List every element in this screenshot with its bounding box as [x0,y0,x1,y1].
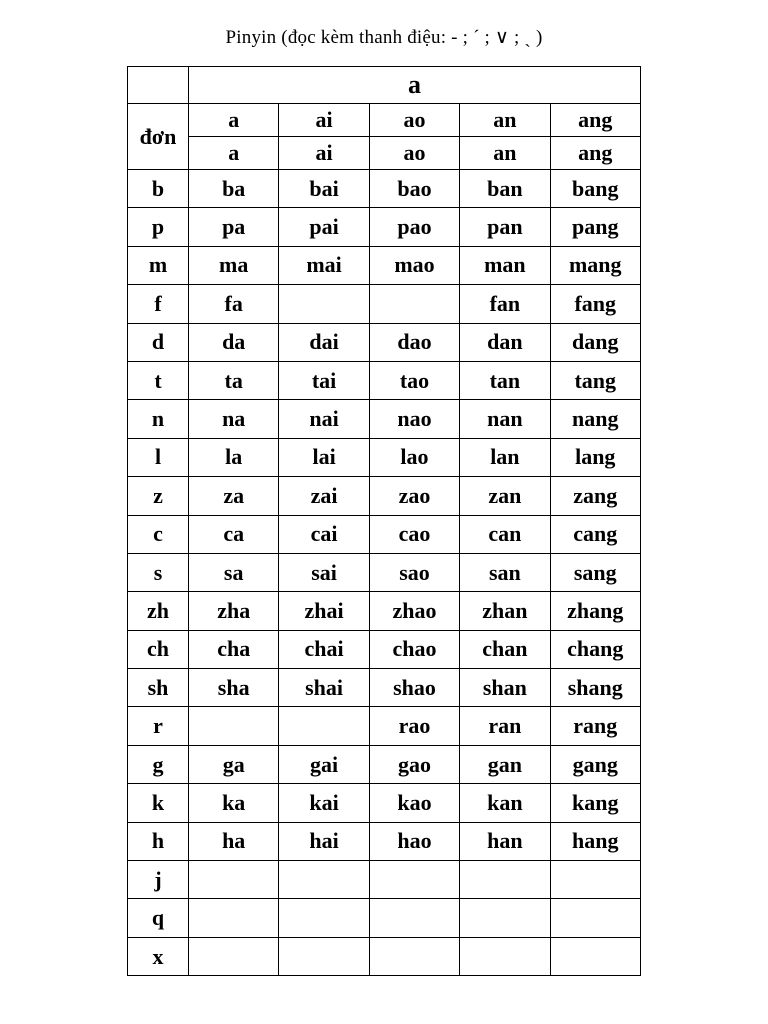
syllable-cell: tai [279,361,369,399]
initial-cell: c [128,515,189,553]
table-row [128,553,641,591]
syllable-cell: mai [279,246,369,284]
initial-cell: q [128,899,189,937]
initial-cell: j [128,861,189,899]
syllable-cell [279,899,369,937]
syllable-cell: zhan [460,592,550,630]
final-single-cell: a [189,137,279,170]
syllable-cell: sai [279,553,369,591]
syllable-cell: kao [369,784,459,822]
syllable-cell: kai [279,784,369,822]
pinyin-table [127,66,641,976]
syllable-cell: lao [369,438,459,476]
table-row [128,592,641,630]
syllable-cell: la [189,438,279,476]
table-row [128,745,641,783]
initial-cell: g [128,745,189,783]
syllable-cell: fan [460,285,550,323]
syllable-cell: lang [550,438,640,476]
syllable-cell: can [460,515,550,553]
syllable-cell: kan [460,784,550,822]
syllable-cell: san [460,553,550,591]
table-row [128,246,641,284]
syllable-cell: fang [550,285,640,323]
final-group-header: a [189,67,641,104]
syllable-cell [279,707,369,745]
syllable-cell: fa [189,285,279,323]
table-row [128,822,641,860]
initial-cell: t [128,361,189,399]
syllable-cell: shang [550,669,640,707]
initial-cell: z [128,477,189,515]
initial-cell: n [128,400,189,438]
syllable-cell: tao [369,361,459,399]
syllable-cell [369,285,459,323]
table-row [128,937,641,975]
final-single-cell: ang [550,137,640,170]
table-row [128,170,641,208]
initial-cell: k [128,784,189,822]
final-header-cell: ang [550,104,640,137]
syllable-cell [460,937,550,975]
table-row [128,669,641,707]
table-row [128,400,641,438]
syllable-cell: na [189,400,279,438]
syllable-cell: dang [550,323,640,361]
final-header-cell: ai [279,104,369,137]
syllable-cell: ran [460,707,550,745]
corner-cell [128,67,189,104]
syllable-cell: rao [369,707,459,745]
syllable-cell [189,861,279,899]
syllable-cell: pan [460,208,550,246]
syllable-cell: cha [189,630,279,668]
final-header-cell: ao [369,104,459,137]
syllable-cell: zhang [550,592,640,630]
syllable-cell [460,861,550,899]
syllable-cell: mang [550,246,640,284]
syllable-cell: mao [369,246,459,284]
syllable-cell: chai [279,630,369,668]
initial-cell: ch [128,630,189,668]
syllable-cell [550,861,640,899]
syllable-cell: kang [550,784,640,822]
syllable-cell: pa [189,208,279,246]
page-title: Pinyin (đọc kèm thanh điệu: - ; ˊ ; ∨ ; ˎ ) [225,27,543,48]
syllable-cell: rang [550,707,640,745]
syllable-cell: sao [369,553,459,591]
syllable-cell [369,861,459,899]
syllable-cell: ma [189,246,279,284]
syllable-cell [550,899,640,937]
syllable-cell: ka [189,784,279,822]
syllable-cell: cai [279,515,369,553]
syllable-cell: ban [460,170,550,208]
syllable-cell: zao [369,477,459,515]
syllable-cell: lai [279,438,369,476]
table-row [128,438,641,476]
syllable-cell: nai [279,400,369,438]
syllable-cell: cang [550,515,640,553]
syllable-cell [189,937,279,975]
table-row [128,208,641,246]
syllable-cell: bang [550,170,640,208]
table-row [128,361,641,399]
syllable-cell: chang [550,630,640,668]
syllable-cell: lan [460,438,550,476]
initial-cell: d [128,323,189,361]
syllable-cell: hang [550,822,640,860]
syllable-cell [189,899,279,937]
syllable-cell: ha [189,822,279,860]
final-header-cell: an [460,104,550,137]
syllable-cell: bai [279,170,369,208]
syllable-cell: shai [279,669,369,707]
syllable-cell: pao [369,208,459,246]
initial-cell: zh [128,592,189,630]
syllable-cell: da [189,323,279,361]
initial-cell: m [128,246,189,284]
syllable-cell [550,937,640,975]
syllable-cell: dao [369,323,459,361]
syllable-cell: tan [460,361,550,399]
initial-cell: h [128,822,189,860]
syllable-cell: gai [279,745,369,783]
initial-cell: r [128,707,189,745]
syllable-cell: zha [189,592,279,630]
syllable-cell: sa [189,553,279,591]
syllable-cell: han [460,822,550,860]
header-row-finals-2 [128,137,641,170]
initial-cell: s [128,553,189,591]
final-single-cell: an [460,137,550,170]
syllable-cell [369,937,459,975]
syllable-cell: tang [550,361,640,399]
initial-cell: l [128,438,189,476]
syllable-cell: gang [550,745,640,783]
syllable-cell: nao [369,400,459,438]
syllable-cell: nang [550,400,640,438]
final-single-cell: ai [279,137,369,170]
final-header-cell: a [189,104,279,137]
table-row [128,477,641,515]
syllable-cell: gan [460,745,550,783]
syllable-cell: ba [189,170,279,208]
syllable-cell: zai [279,477,369,515]
syllable-cell: cao [369,515,459,553]
syllable-cell: nan [460,400,550,438]
header-row-finals-1 [128,104,641,137]
syllable-cell [189,707,279,745]
syllable-cell: chan [460,630,550,668]
syllable-cell: dai [279,323,369,361]
syllable-cell: man [460,246,550,284]
syllable-cell: zhai [279,592,369,630]
initial-cell: f [128,285,189,323]
initial-cell: b [128,170,189,208]
syllable-cell: dan [460,323,550,361]
initial-cell: p [128,208,189,246]
initial-cell: sh [128,669,189,707]
syllable-cell: pang [550,208,640,246]
syllable-cell: sang [550,553,640,591]
syllable-cell: gao [369,745,459,783]
syllable-cell: pai [279,208,369,246]
syllable-cell: ca [189,515,279,553]
syllable-cell [279,937,369,975]
syllable-cell [460,899,550,937]
syllable-cell: shan [460,669,550,707]
final-single-cell: ao [369,137,459,170]
table-row [128,323,641,361]
syllable-cell: za [189,477,279,515]
syllable-cell: zan [460,477,550,515]
syllable-cell [279,285,369,323]
don-label: đơn [128,104,189,170]
syllable-cell: ga [189,745,279,783]
syllable-cell: chao [369,630,459,668]
table-row [128,861,641,899]
pinyin-table-body [128,67,641,976]
table-row [128,784,641,822]
syllable-cell: hai [279,822,369,860]
table-row [128,515,641,553]
syllable-cell [369,899,459,937]
table-row [128,899,641,937]
initial-cell: x [128,937,189,975]
table-row [128,707,641,745]
header-row-group [128,67,641,104]
syllable-cell: hao [369,822,459,860]
syllable-cell: zang [550,477,640,515]
syllable-cell: ta [189,361,279,399]
table-row [128,630,641,668]
syllable-cell [279,861,369,899]
syllable-cell: shao [369,669,459,707]
syllable-cell: zhao [369,592,459,630]
syllable-cell: bao [369,170,459,208]
table-row [128,285,641,323]
syllable-cell: sha [189,669,279,707]
